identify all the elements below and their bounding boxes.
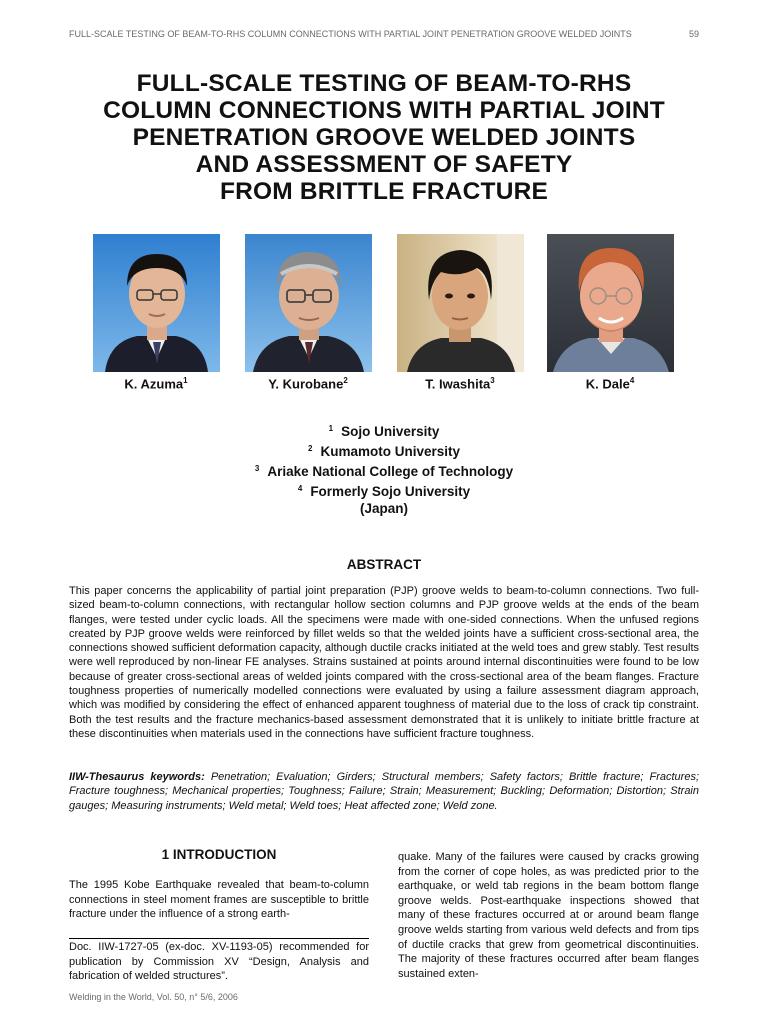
abstract-heading: ABSTRACT — [346, 557, 422, 572]
author-name: K. Dale$^4$ — [585, 376, 635, 392]
author-name: K. Azuma$^1$ — [124, 376, 188, 392]
intro-text-left: The 1995 Kobe Earthquake revealed that beam-to-column connections in steel moment frames are susceptible to brittle fracture under the influence of a strong earth- — [69, 879, 369, 921]
footnote: Doc. IIW-1727-05 (ex-doc. XV-1193-05) recommended for publication by Commission XV “Design, Analysis and fabrication of welded structures”. — [69, 941, 369, 983]
title-line: PENETRATION GROOVE WELDED JOINTS — [132, 124, 636, 151]
title-line: FULL-SCALE TESTING OF BEAM-TO-RHS — [136, 70, 632, 97]
affiliation: $^4$ Formerly Sojo University — [297, 484, 471, 499]
title-line: COLUMN CONNECTIONS WITH PARTIAL JOINT — [103, 97, 665, 124]
author-name: T. Iwashita$^3$ — [425, 376, 495, 392]
affiliations — [0, 420, 768, 517]
abstract-text: This paper concerns the applicability of partial joint preparation (PJP) groove welds to beam-to-column connections. Two full-sized beam-to-column connections, with rectangular hollow section columns and PJP groove welds at the ends of the beam flanges, were tested under cyclic loads. All the specimens were made with one-sided connections. When the unfused regions created by PJP groove welds were reinforced by fillet welds so that the welded joints have a sufficient cross-sectional area, the connections showed sufficient deformation capacity, although ductile cracks initiated at the weld toes and grew stably. Test results were well reproduced by non-linear FE analyses. Strains sustained at points around internal discontinuities were found to be low because of greater cross-sectional areas of welded joints compared with the cross-sectional area of the beam flanges. Fracture toughness properties of numerically modelled connections were evaluated by using a failure assessment diagram approach, which was modified by considering the effect of enhanced apparent toughness of material due to the loss of crack tip constraint. Both the test results and the fracture mechanics-based assessment demonstrated that it is unlikely to initiate brittle fracture at these discontinuities when materials used in the connections have sufficient fracture toughness. — [69, 585, 699, 740]
keywords-text: Penetration; Evaluation; Girders; Structural members; Safety factors; Brittle fracture; Fractures; Fracture toughness; Mechanical properties; Toughness; Failure; Strain; Measurement; Buckling; Deformation; Distortion; Strain gauges; Measuring instruments; Weld metal; Weld toes; Heat affected zone; Weld zone. — [69, 771, 699, 812]
author-photo-azuma — [93, 234, 220, 372]
running-foot: Welding in the World, Vol. 50, n° 5/6, 2006 — [69, 992, 238, 1002]
intro-text-right: quake. Many of the failures were caused by cracks growing from the corner of cope holes, as was predicted prior to the earthquake, or weld tab regions in the beam bottom flange groove welds. Post-earthquake inspections showed that many of these fractures occurred at or around beam flange groove welds starting from various weld defects and from tips of ductile cracks that grew from geometrical discontinuities. The majority of these fractures occurred after beam flanges sustained exten- — [398, 851, 699, 980]
author-photo-kurobane — [245, 234, 372, 372]
title-line: FROM BRITTLE FRACTURE — [219, 178, 549, 205]
affiliation: $^2$ Kumamoto University — [308, 444, 460, 459]
keywords — [69, 770, 699, 813]
affiliation: $^1$ Sojo University — [328, 424, 440, 439]
paper-title — [40, 70, 728, 205]
author-photo-dale — [547, 234, 674, 372]
running-head-title: FULL-SCALE TESTING OF BEAM-TO-RHS COLUMN CONNECTIONS WITH PARTIAL JOINT PENETRATION GROOVE WELDED JOINTS — [69, 29, 632, 39]
affiliation: $^3$ Ariake National College of Technology — [254, 464, 514, 479]
footnote-rule — [69, 938, 369, 939]
section-heading-introduction: 1 INTRODUCTION — [161, 847, 277, 862]
title-line: AND ASSESSMENT OF SAFETY — [195, 151, 573, 178]
keywords-label: IIW-Thesaurus keywords: — [69, 771, 205, 783]
page-number: 59 — [688, 29, 699, 39]
author-photo-iwashita — [397, 234, 524, 372]
running-head — [69, 29, 699, 39]
country: (Japan) — [359, 501, 408, 516]
author-name: Y. Kurobane$^2$ — [268, 376, 348, 392]
